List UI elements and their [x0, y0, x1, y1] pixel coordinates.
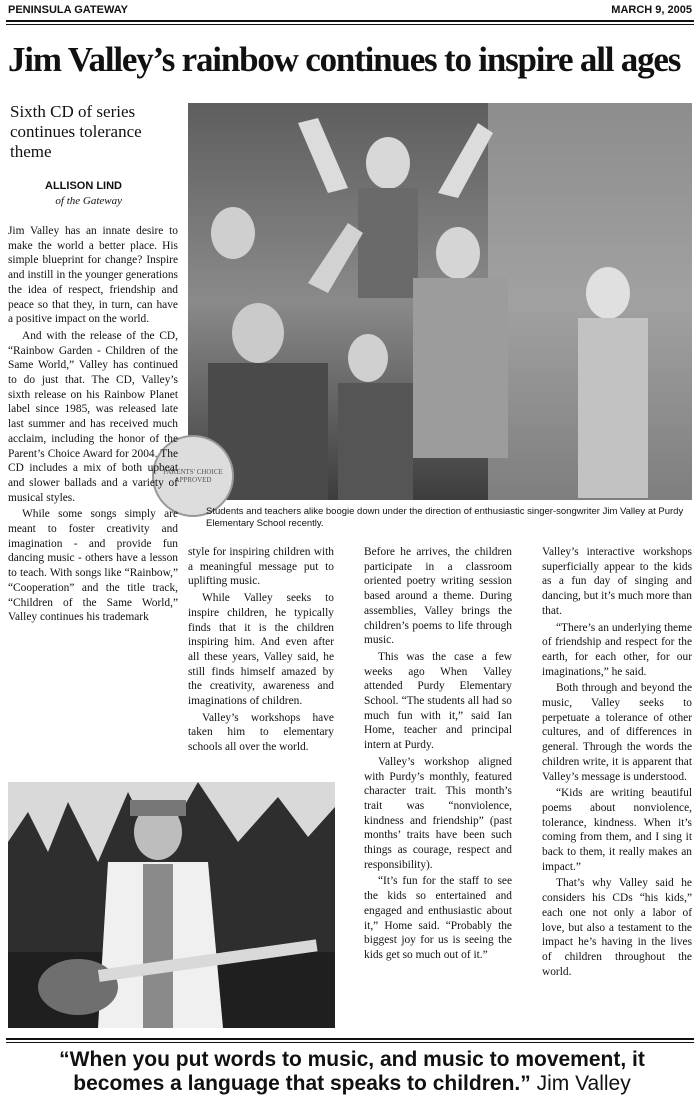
- paragraph: Valley’s interactive workshops superficially appear to the kids as a fun day of singing and dancing, but it’s much more than that.: [542, 546, 692, 617]
- paragraph: “Kids are writing beautiful poems about nonviolence, tolerance, kindness. When it’s coming from them, and I sing it back to them, it really makes an impact.”: [542, 787, 692, 873]
- issue-date: MARCH 9, 2005: [611, 4, 692, 16]
- paragraph: style for inspiring children with a meaningful message put to uplifting music.: [188, 546, 334, 588]
- paragraph: This was the case a few weeks ago When Valley attended Purdy Elementary School. “The students all had so much fun with it,” said Ian Home, teacher and principal intern at Purdy.: [364, 650, 512, 752]
- headline: Jim Valley’s rainbow continues to inspire all ages: [8, 40, 681, 79]
- paragraph: Valley’s workshops have taken him to elementary schools all over the world.: [188, 711, 334, 754]
- article-column-1: [8, 224, 178, 627]
- pull-quote-text: “When you put words to music, and music to movement, it becomes a language that speaks to children.”: [59, 1048, 645, 1095]
- footer-rule-thin: [6, 1042, 694, 1043]
- paragraph: “There’s an underlying theme of friendship and respect for the earth, for each other, for our imaginations,” he said.: [542, 621, 692, 678]
- article-column-3: [364, 545, 512, 965]
- photo-students-dancing: [188, 103, 692, 500]
- photo-students-dancing-image: [188, 103, 692, 500]
- pull-quote: [12, 1048, 692, 1096]
- paragraph: While some songs simply are meant to foster creativity and imagination - and provide fun dancing music - others have a lesson to teach. With songs like “Rainbow,” “Cooperation” and the title track, “Children of the Same World,” Valley continues his trademark: [8, 508, 178, 624]
- subheadline: Sixth CD of series continues tolerance theme: [10, 102, 142, 161]
- header-rule-thin: [6, 24, 694, 25]
- publication-name: PENINSULA GATEWAY: [8, 4, 128, 16]
- paragraph: That’s why Valley said he considers his CDs “his kids,” each one not only a labor of love, but also a testament to the impact he’s having in the lives of children throughout the world.: [542, 877, 692, 978]
- photo-caption: Students and teachers alike boogie down under the direction of enthusiastic singer-songwriter Jim Valley at Purdy Elementary School recently.: [206, 506, 684, 529]
- byline-affiliation: of the Gateway: [55, 195, 122, 207]
- paragraph: Before he arrives, the children participate in a classroom oriented poetry writing session based around a theme. During assemblies, Valley brings the children’s poems to life through music.: [364, 546, 512, 647]
- paragraph: Jim Valley has an innate desire to make the world a better place. His simple blueprint for change? Inspire and instill in the younger generations the idea of respect, friendship and peace so that they, in turn, can have a positive impact on the world.: [8, 225, 178, 326]
- paragraph: “It’s fun for the staff to see the kids so entertained and engaged and enthusiastic about it,” Home said. “Probably the biggest joy for us is seeing the kids get so much out of it.”: [364, 875, 512, 961]
- article-column-2: [188, 545, 334, 757]
- seal-text: PARENTS' CHOICE APPROVED: [163, 468, 223, 484]
- photo-jim-valley-guitar: [8, 782, 335, 1028]
- footer-rule: [6, 1038, 694, 1040]
- article-column-4: [542, 545, 692, 981]
- paragraph: While Valley seeks to inspire children, he typically finds that it is the children inspiring him. And even after all these years, Valley said, he still finds himself amazed by the creativity, awareness and imaginations of children.: [188, 592, 334, 708]
- byline-author: ALLISON LIND: [45, 180, 122, 192]
- pull-quote-attribution: Jim Valley: [536, 1072, 631, 1095]
- paragraph: Valley’s workshop aligned with Purdy’s monthly, featured character trait. This month’s trait was “nonviolence, kindness and friendship” (past months’ traits have been such things as courage, respect and responsibility).: [364, 755, 512, 871]
- paragraph: And with the release of the CD, “Rainbow Garden - Children of the Same World,” Valley has continued to do just that. The CD, Valley’s sixth release on his Rainbow Planet label since 1985, was released late last summer and has received much acclaim, including the honor of the Parent’s Choice Award for 2004. The CD includes a mix of both upbeat and slower ballads and a variety of musical styles.: [8, 329, 178, 504]
- photo-jim-valley-guitar-image: [8, 782, 335, 1028]
- paragraph: Both through and beyond the music, Valley seeks to perpetuate a tolerance of other cultures, and of differences in general. Through the words the children write, it is apparent that Valley’s message is understood.: [542, 682, 692, 783]
- header-rule: [6, 20, 694, 22]
